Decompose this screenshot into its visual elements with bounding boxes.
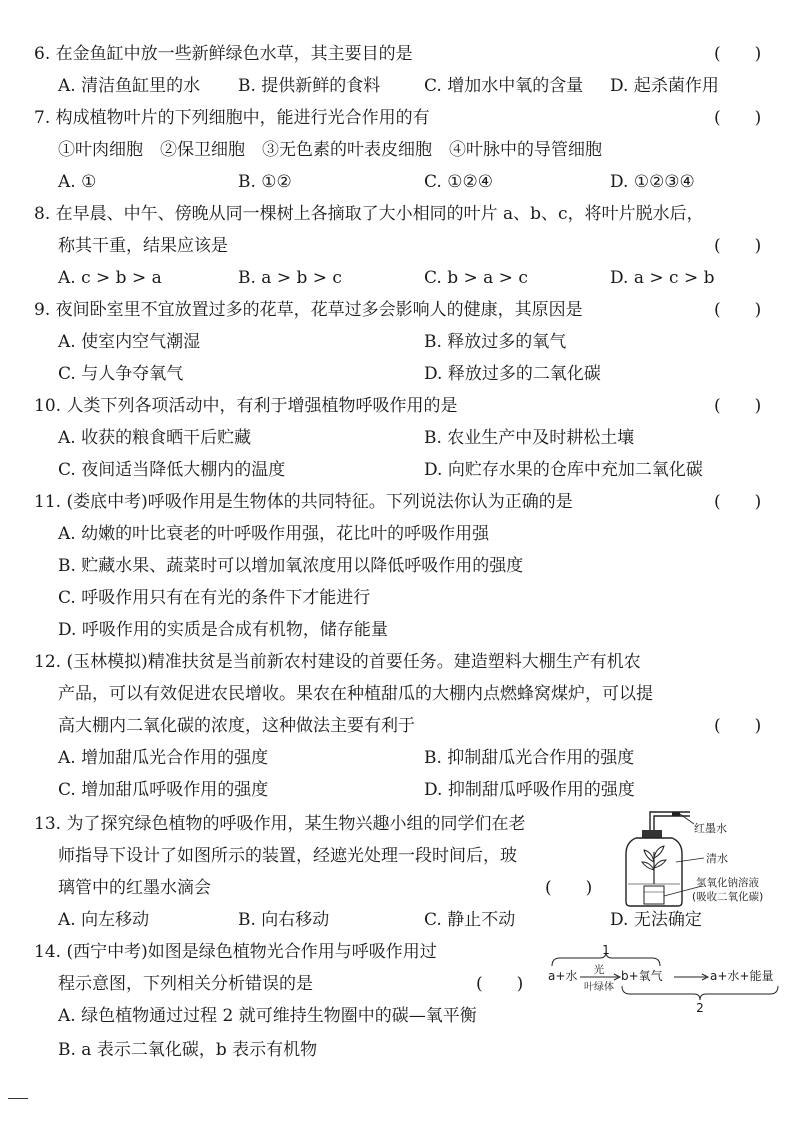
q13-label-water: 清水 bbox=[706, 852, 728, 865]
q13-option-b: B. 向右移动 bbox=[238, 910, 330, 930]
q14-arrow-below: 叶绿体 bbox=[584, 982, 614, 993]
q11-option-d: D. 呼吸作用的实质是合成有机物，储存能量 bbox=[58, 620, 388, 640]
q10-bracket: ( ) bbox=[714, 396, 762, 416]
q11-bracket: ( ) bbox=[714, 492, 762, 512]
q14-arrow-above: 光 bbox=[593, 964, 605, 976]
q7-stem: 7. 构成植物叶片的下列细胞中，能进行光合作用的有 bbox=[34, 108, 430, 128]
q7-option-a: A. ① bbox=[58, 172, 97, 192]
q13-bracket: ( ) bbox=[545, 878, 593, 898]
q9-option-a: A. 使室内空气潮湿 bbox=[58, 332, 201, 352]
q14-mid-term: b+氧气 bbox=[621, 969, 663, 983]
q10-option-c: C. 夜间适当降低大棚内的温度 bbox=[58, 460, 286, 480]
q12-option-a: A. 增加甜瓜光合作用的强度 bbox=[58, 748, 269, 768]
q11-option-c: C. 呼吸作用只有在有光的条件下才能进行 bbox=[58, 588, 371, 608]
q8-stem: 8. 在早晨、中午、傍晚从同一棵树上各摘取了大小相同的叶片 a、b、c，将叶片脱水后， bbox=[34, 204, 704, 224]
q13-label-ink: 红墨水 bbox=[694, 822, 727, 835]
q14-label-1: 1 bbox=[602, 943, 610, 957]
q6-option-a: A. 清洁鱼缸里的水 bbox=[58, 76, 201, 96]
q11-option-b: B. 贮藏水果、蔬菜时可以增加氧浓度用以降低呼吸作用的强度 bbox=[58, 556, 524, 576]
q13-option-d: D. 无法确定 bbox=[610, 910, 702, 930]
q13-apparatus-figure bbox=[610, 806, 790, 912]
q14-stem: 14. (西宁中考)如图是绿色植物光合作用与呼吸作用过 bbox=[34, 942, 437, 962]
q6-option-b: B. 提供新鲜的食料 bbox=[238, 76, 381, 96]
q14-process-diagram bbox=[546, 940, 790, 1016]
q14-right-term: a+水+能量 bbox=[710, 969, 774, 983]
q13-stem: 13. 为了探究绿色植物的呼吸作用，某生物兴趣小组的同学们在老 bbox=[34, 814, 526, 834]
q13-label-naoh-note: (吸收二氧化碳) bbox=[692, 891, 764, 903]
q6-stem: 6. 在金鱼缸中放一些新鲜绿色水草，其主要目的是 bbox=[34, 44, 413, 64]
q8-stem-2: 称其干重，结果应该是 bbox=[58, 236, 228, 256]
footer-rule bbox=[8, 1098, 28, 1099]
q13-option-a: A. 向左移动 bbox=[58, 910, 150, 930]
q8-option-c: C. b > a > c bbox=[424, 268, 528, 288]
q12-bracket: ( ) bbox=[714, 716, 762, 736]
q14-bracket: ( ) bbox=[476, 974, 524, 994]
q12-stem-2: 产品，可以有效促进农民增收。果农在种植甜瓜的大棚内点燃蜂窝煤炉，可以提 bbox=[58, 684, 653, 704]
q8-option-d: D. a > c > b bbox=[610, 268, 715, 288]
q13-option-c: C. 静止不动 bbox=[424, 910, 516, 930]
q6-option-c: C. 增加水中氧的含量 bbox=[424, 76, 584, 96]
q12-option-d: D. 抑制甜瓜呼吸作用的强度 bbox=[424, 780, 635, 800]
q11-option-a: A. 幼嫩的叶比衰老的叶呼吸作用强，花比叶的呼吸作用强 bbox=[58, 524, 490, 544]
q14-label-2: 2 bbox=[696, 1001, 704, 1015]
q9-option-d: D. 释放过多的二氧化碳 bbox=[424, 364, 601, 384]
q6-bracket: ( ) bbox=[714, 44, 762, 64]
q9-option-b: B. 释放过多的氧气 bbox=[424, 332, 567, 352]
q10-option-a: A. 收获的粮食晒干后贮藏 bbox=[58, 428, 252, 448]
q9-bracket: ( ) bbox=[714, 300, 762, 320]
q8-option-b: B. a > b > c bbox=[238, 268, 342, 288]
q7-bracket: ( ) bbox=[714, 108, 762, 128]
q14-option-b: B. a 表示二氧化碳，b 表示有机物 bbox=[58, 1040, 318, 1060]
q8-option-a: A. c > b > a bbox=[58, 268, 162, 288]
q10-stem: 10. 人类下列各项活动中，有利于增强植物呼吸作用的是 bbox=[34, 396, 458, 416]
q10-option-d: D. 向贮存水果的仓库中充加二氧化碳 bbox=[424, 460, 703, 480]
q14-option-a: A. 绿色植物通过过程 2 就可维持生物圈中的碳—氧平衡 bbox=[58, 1006, 477, 1026]
q7-option-c: C. ①②④ bbox=[424, 172, 493, 192]
q12-option-c: C. 增加甜瓜呼吸作用的强度 bbox=[58, 780, 269, 800]
q8-bracket: ( ) bbox=[714, 236, 762, 256]
q6-option-d: D. 起杀菌作用 bbox=[610, 76, 719, 96]
q11-stem: 11. (娄底中考)呼吸作用是生物体的共同特征。下列说法你认为正确的是 bbox=[34, 492, 573, 512]
q9-stem: 9. 夜间卧室里不宜放置过多的花草，花草过多会影响人的健康，其原因是 bbox=[34, 300, 583, 320]
q14-stem-2: 程示意图，下列相关分析错误的是 bbox=[58, 974, 313, 994]
q14-left-term: a+水 bbox=[548, 969, 578, 983]
q7-option-d: D. ①②③④ bbox=[610, 172, 695, 192]
q13-stem-2: 师指导下设计了如图所示的装置，经遮光处理一段时间后，玻 bbox=[58, 846, 517, 866]
q13-stem-3: 璃管中的红墨水滴会 bbox=[58, 878, 211, 898]
q10-option-b: B. 农业生产中及时耕松土壤 bbox=[424, 428, 635, 448]
q12-stem: 12. (玉林模拟)精准扶贫是当前新农村建设的首要任务。建造塑料大棚生产有机农 bbox=[34, 652, 641, 672]
q9-option-c: C. 与人争夺氧气 bbox=[58, 364, 184, 384]
q7-option-b: B. ①② bbox=[238, 172, 292, 192]
q13-label-naoh: 氢氧化钠溶液 bbox=[696, 877, 759, 889]
q12-stem-3: 高大棚内二氧化碳的浓度，这种做法主要有利于 bbox=[58, 716, 415, 736]
q12-option-b: B. 抑制甜瓜光合作用的强度 bbox=[424, 748, 635, 768]
q7-items: ①叶肉细胞 ②保卫细胞 ③无色素的叶表皮细胞 ④叶脉中的导管细胞 bbox=[58, 140, 602, 160]
